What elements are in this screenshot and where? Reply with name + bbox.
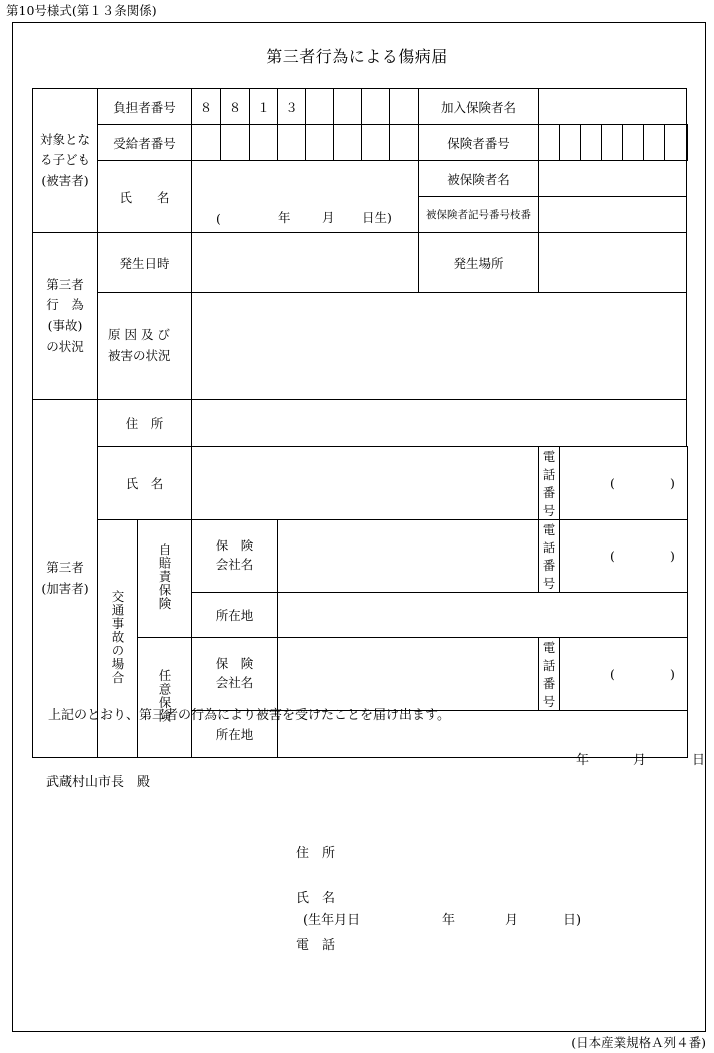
insurer-digit[interactable] [687,125,688,161]
applicant-birth-day: 日) [563,913,582,928]
date-month: 月 [633,753,647,768]
compulsory-phone-label: 電話番号 [539,520,560,593]
burden-digit[interactable] [334,89,362,125]
birth-open: ( [216,210,221,226]
recipient-digit[interactable] [306,125,334,161]
applicant-birth-month: 月 [505,913,519,928]
burden-digit[interactable]: ８ [192,89,221,125]
burden-digit[interactable] [306,89,334,125]
compulsory-location-label: 所在地 [192,593,278,638]
voluntary-location-label: 所在地 [192,711,278,758]
incident-section-label: 第三者 行 為 (事故) の状況 [33,233,98,400]
addressee: 武蔵村山市長 殿 [46,775,151,790]
recipient-digit[interactable] [362,125,390,161]
compulsory-company-field[interactable] [278,520,539,593]
form-number: 第10号様式(第１３条関係) [6,3,157,18]
recipient-digit[interactable] [192,125,221,161]
insurer-digit[interactable] [560,125,581,161]
place-label: 発生場所 [419,233,539,293]
voluntary-insurance-label: 任意保険 [138,638,192,758]
perp-address-label: 住 所 [98,400,192,447]
birth-year: 年 [278,209,291,225]
cause-label: 原 因 及 び 被害の状況 [98,293,192,400]
recipient-digit[interactable] [221,125,250,161]
perp-name-field[interactable] [192,447,539,520]
compulsory-company-label: 保 険 会社名 [192,520,278,593]
datetime-label: 発生日時 [98,233,192,293]
declaration-statement: 上記のとおり、第三者の行為により被害を受けたことを届け出ます。 [48,708,450,723]
victim-name-field[interactable] [192,161,419,233]
insured-symbol-label: 被保険者記号番号枝番 [419,197,539,233]
birth-day: 日生) [362,209,392,225]
date-year: 年 [576,753,590,768]
applicant-address-label: 住 所 [296,846,336,861]
recipient-digit[interactable] [390,125,419,161]
voluntary-company-label: 保 険 会社名 [192,638,278,711]
victim-section-label: 対象とな る子ども (被害者) [33,89,98,233]
recipient-digit[interactable] [278,125,306,161]
recipient-digit[interactable] [334,125,362,161]
form-table [32,88,688,758]
voluntary-company-field[interactable] [278,638,539,711]
insurer-digit[interactable] [644,125,665,161]
burden-digit[interactable]: ３ [278,89,306,125]
perp-name-label: 氏 名 [98,447,192,520]
insurer-digit[interactable] [602,125,623,161]
date-day: 日 [692,753,706,768]
form-title: 第三者行為による傷病届 [266,47,448,66]
place-field[interactable] [539,233,687,293]
perp-phone-label: 電話番号 [539,447,560,520]
voluntary-phone-field[interactable]: ( ) [560,638,688,711]
applicant-phone-label: 電 話 [296,938,336,953]
birth-month: 月 [322,209,335,225]
cause-field[interactable] [192,293,687,400]
applicant-birth-label: (生年月日 [303,913,361,928]
insurer-digit[interactable] [539,125,560,161]
compulsory-location-field[interactable] [278,593,688,638]
perp-phone-field[interactable]: ( ) [560,447,688,520]
burden-digit[interactable] [390,89,419,125]
insurer-digit[interactable] [665,125,687,161]
insured-name-field[interactable] [539,161,687,197]
voluntary-phone-label: 電話番号 [539,638,560,711]
insurer-no-label: 保険者番号 [419,125,539,161]
applicant-name-label: 氏 名 [296,891,336,906]
insured-name-label: 被保険者名 [419,161,539,197]
datetime-field[interactable] [192,233,419,293]
burden-digit[interactable]: １ [250,89,278,125]
burden-no-label: 負担者番号 [98,89,192,125]
compulsory-insurance-label: 自賠責保険 [138,520,192,638]
insurer-digit[interactable] [581,125,602,161]
insurer-digit[interactable] [623,125,644,161]
recipient-digit[interactable] [250,125,278,161]
traffic-accident-label: 交通事故の場合 [98,520,138,758]
recipient-no-label: 受給者番号 [98,125,192,161]
burden-digit[interactable]: ８ [221,89,250,125]
paper-size-note: (日本産業規格Ａ列４番) [571,1035,706,1050]
perpetrator-section-label: 第三者 (加害者) [33,400,98,758]
compulsory-phone-field[interactable]: ( ) [560,520,688,593]
applicant-birth-year: 年 [442,913,456,928]
perp-address-field[interactable] [192,400,687,447]
insured-symbol-field[interactable] [539,197,687,233]
insurer-name-field[interactable] [539,89,687,125]
insurer-name-label: 加入保険者名 [419,89,539,125]
victim-name-label: 氏 名 [98,161,192,233]
burden-digit[interactable] [362,89,390,125]
